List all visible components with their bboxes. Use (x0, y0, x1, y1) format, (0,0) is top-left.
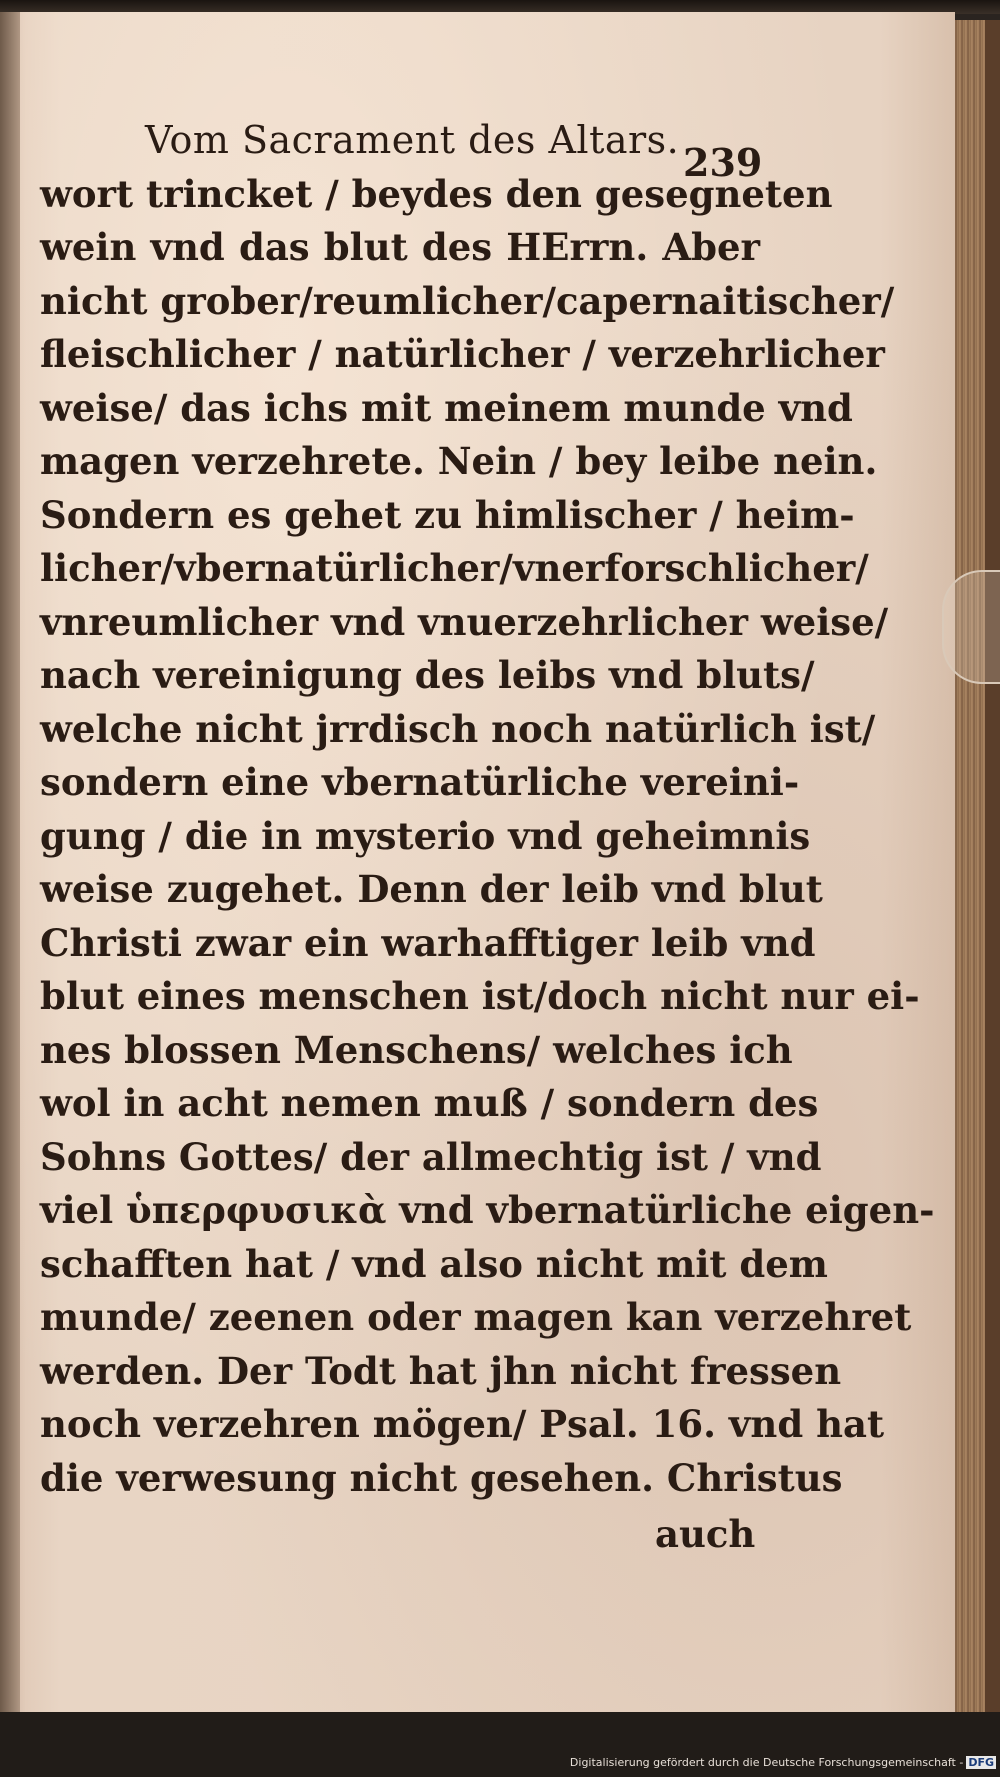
page-number: 239 (683, 140, 763, 185)
text-line: welche nicht jrrdisch noch natürlich ist/ (40, 707, 876, 751)
dfg-logo: DFG (968, 1756, 994, 1769)
text-line: gung / die in mysterio vnd geheimnis (40, 814, 811, 858)
text-line: wol in acht nemen muß / sondern des (40, 1081, 819, 1125)
funding-footer (570, 1756, 996, 1769)
text-line: Sohns Gottes/ der allmechtig ist / vnd (40, 1135, 822, 1179)
text-line: viel ὑπερφυσικὰ vnd vbernatürliche eigen- (40, 1188, 935, 1232)
text-line: weise zugehet. Denn der leib vnd blut (40, 867, 823, 911)
text-line: sondern eine vbernatürliche vereini- (40, 760, 800, 804)
text-line: werden. Der Todt hat jhn nicht fressen (40, 1349, 842, 1393)
text-line: vnreumlicher vnd vnuerzehrlicher weise/ (40, 600, 889, 644)
text-line: wort trincket / beydes den gesegneten (40, 172, 833, 216)
funding-footer-text: Digitalisierung gefördert durch die Deutsche Forschungsgemeinschaft - (569, 1756, 964, 1769)
text-line: wein vnd das blut des HErrn. Aber (40, 225, 760, 269)
text-line: schafften hat / vnd also nicht mit dem (40, 1242, 828, 1286)
text-line: Christi zwar ein warhafftiger leib vnd (40, 921, 816, 965)
text-line: weise/ das ichs mit meinem munde vnd (40, 386, 853, 430)
text-line: noch verzehren mögen/ Psal. 16. vnd hat (40, 1402, 885, 1446)
catchword: auch (655, 1512, 756, 1556)
text-line: nach vereinigung des leibs vnd bluts/ (40, 653, 815, 697)
text-line: munde/ zeenen oder magen kan verzehret (40, 1295, 912, 1339)
text-line: blut eines menschen ist/doch nicht nur ei- (40, 974, 920, 1018)
book-cover-edge (985, 20, 1000, 1720)
text-line: magen verzehrete. Nein / bey leibe nein. (40, 439, 878, 483)
text-line: licher/vbernatürlicher/vnerforschlicher/ (40, 546, 869, 590)
text-line: Sondern es gehet zu himlischer / heim- (40, 493, 855, 537)
text-line: nes blossen Menschens/ welches ich (40, 1028, 793, 1072)
text-line: die verwesung nicht gesehen. Christus (40, 1456, 843, 1500)
text-line: fleischlicher / natürlicher / verzehrlicher (40, 332, 885, 376)
running-head: Vom Sacrament des Altars. (145, 118, 680, 162)
text-line: nicht grober/reumlicher/capernaitischer/ (40, 279, 895, 323)
